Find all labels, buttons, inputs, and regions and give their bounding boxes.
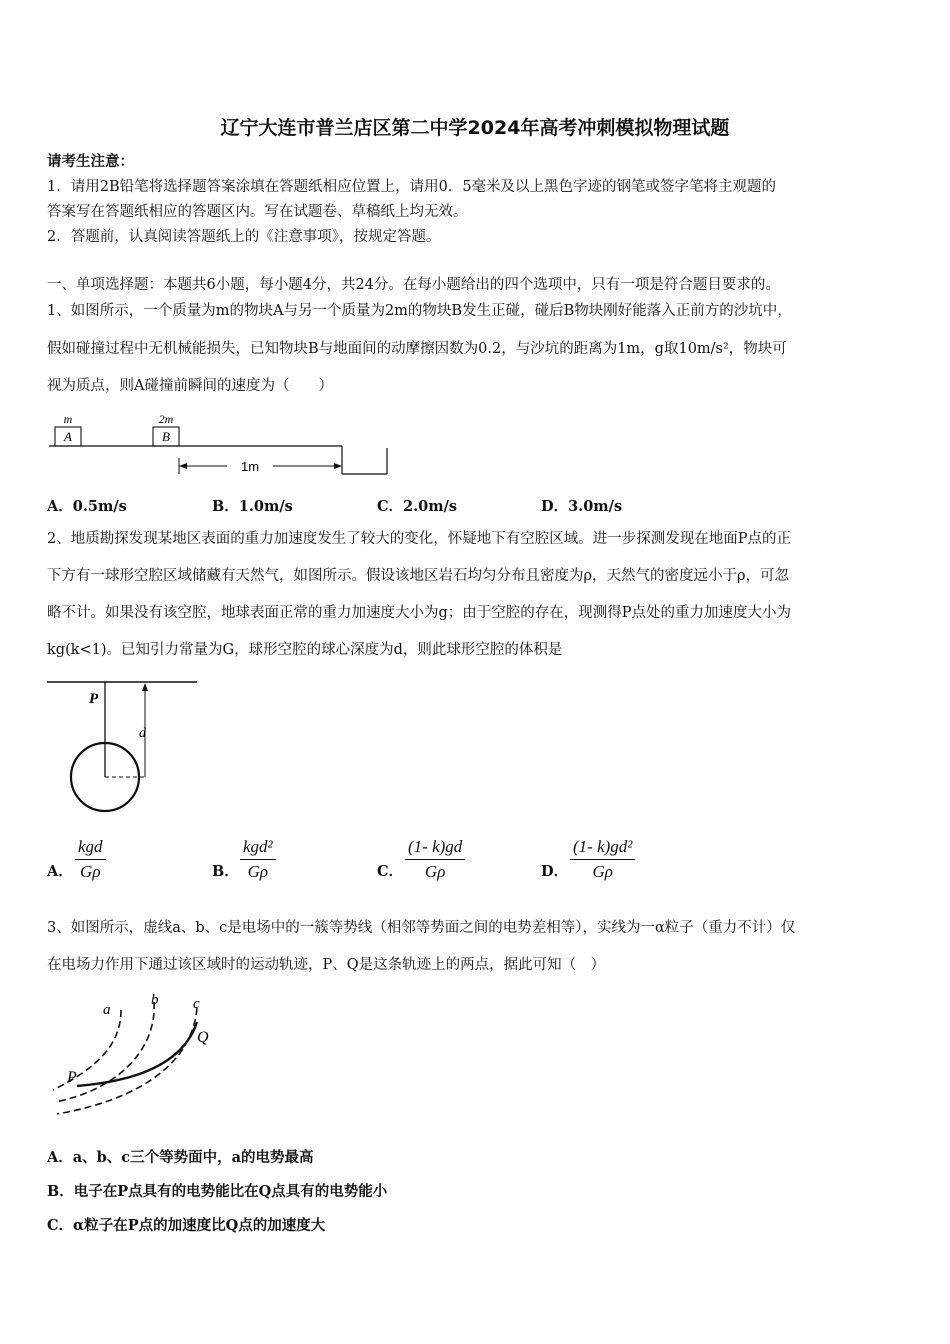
notice-line: 答案写在答题纸相应的答题区内。写在试题卷、草稿纸上均无效。 bbox=[47, 204, 468, 220]
question-3-text: 在电场力作用下通过该区域时的运动轨迹，P、Q是这条轨迹上的两点，据此可知（ ） bbox=[47, 957, 606, 973]
notice-line: 1．请用2B铅笔将选择题答案涂填在答题纸相应位置上，请用0．5毫米及以上黑色字迹的钢笔或签字笔将主观题的 bbox=[47, 179, 777, 195]
question-1-text: 视为质点，则A碰撞前瞬间的速度为（ ） bbox=[47, 378, 333, 394]
label-p: P bbox=[67, 1069, 77, 1086]
formula-a: kgd Gρ bbox=[75, 837, 106, 882]
question-2-text: 2、地质勘探发现某地区表面的重力加速度发生了较大的变化，怀疑地下有空腔区域。进一步探测发现在地面P点的正 bbox=[47, 531, 791, 547]
label-q: Q bbox=[197, 1029, 209, 1046]
formula-b: kgd² Gρ bbox=[240, 837, 276, 882]
question-2-text: 略不计。如果没有该空腔，地球表面正常的重力加速度大小为g；由于空腔的存在，现测得P点处的重力加速度大小为 bbox=[47, 605, 792, 621]
option-a: A．0.5m/s bbox=[47, 498, 127, 515]
option-c: C．α粒子在P点的加速度比Q点的加速度大 bbox=[47, 1217, 326, 1234]
option-c: C．2.0m/s bbox=[377, 498, 458, 515]
point-p-label: P bbox=[89, 691, 99, 707]
block-a-mass: m bbox=[63, 412, 73, 426]
question-3-text: 3、如图所示，虚线a、b、c是电场中的一簇等势线（相邻等势面之间的电势差相等），实线为一α粒子（重力不计）仅 bbox=[47, 920, 796, 936]
option-a: A． bbox=[47, 863, 73, 880]
page-title: 辽宁大连市普兰店区第二中学2024年高考冲刺模拟物理试题 bbox=[220, 117, 730, 139]
block-b-mass: 2m bbox=[158, 412, 174, 426]
field-figure bbox=[47, 990, 232, 1125]
cavity-figure bbox=[47, 675, 202, 815]
notice-heading: 请考生注意： bbox=[47, 153, 134, 170]
equipotential-c bbox=[57, 1008, 197, 1114]
question-2-text: kg(k<1)。已知引力常量为G，球形空腔的球心深度为d，则此球形空腔的体积是 bbox=[47, 642, 563, 658]
option-d: D．3.0m/s bbox=[541, 498, 623, 515]
option-d: D． bbox=[541, 863, 569, 880]
option-a: A．a、b、c三个等势面中，a的电势最高 bbox=[47, 1149, 314, 1166]
question-1-text: 1、如图所示，一个质量为m的物块A与另一个质量为2m的物块B发生正碰，碰后B物块刚好能落入正前方的沙坑中， bbox=[47, 303, 792, 319]
question-2-text: 下方有一球形空腔区域储藏有天然气，如图所示。假设该地区岩石均匀分布且密度为ρ，天然气的密度远小于ρ，可忽 bbox=[47, 568, 790, 584]
option-b: B．电子在P点具有的电势能比在Q点具有的电势能小 bbox=[47, 1183, 388, 1200]
option-b: B． bbox=[212, 863, 239, 880]
equipotential-a bbox=[53, 1010, 121, 1090]
block-a-label: A bbox=[64, 429, 72, 444]
label-b: b bbox=[151, 992, 159, 1008]
section-heading: 一、单项选择题：本题共6小题，每小题4分，共24分。在每小题给出的四个选项中，只有一项是符合题目要求的。 bbox=[47, 277, 780, 293]
depth-label: d bbox=[139, 726, 146, 741]
label-a: a bbox=[103, 1002, 111, 1018]
formula-c: $\frac{(1- k)gd}{G\rho}$ bbox=[405, 837, 465, 882]
distance-label: 1m bbox=[240, 459, 260, 474]
question-1-text: 假如碰撞过程中无机械能损失，已知物块B与地面间的动摩擦因数为0.2，与沙坑的距离为1m，g取10m/s²，物块可 bbox=[47, 341, 787, 357]
formula-d: $\frac{\text{(1- k)gd²}}{G\rho}$ bbox=[570, 837, 635, 882]
collision-figure bbox=[47, 410, 392, 480]
option-c: C． bbox=[377, 863, 404, 880]
option-b: B．1.0m/s bbox=[212, 498, 293, 515]
block-b-label: B bbox=[162, 429, 170, 444]
label-c: c bbox=[193, 996, 200, 1012]
notice-line: 2．答题前，认真阅读答题纸上的《注意事项》，按规定答题。 bbox=[47, 229, 441, 245]
